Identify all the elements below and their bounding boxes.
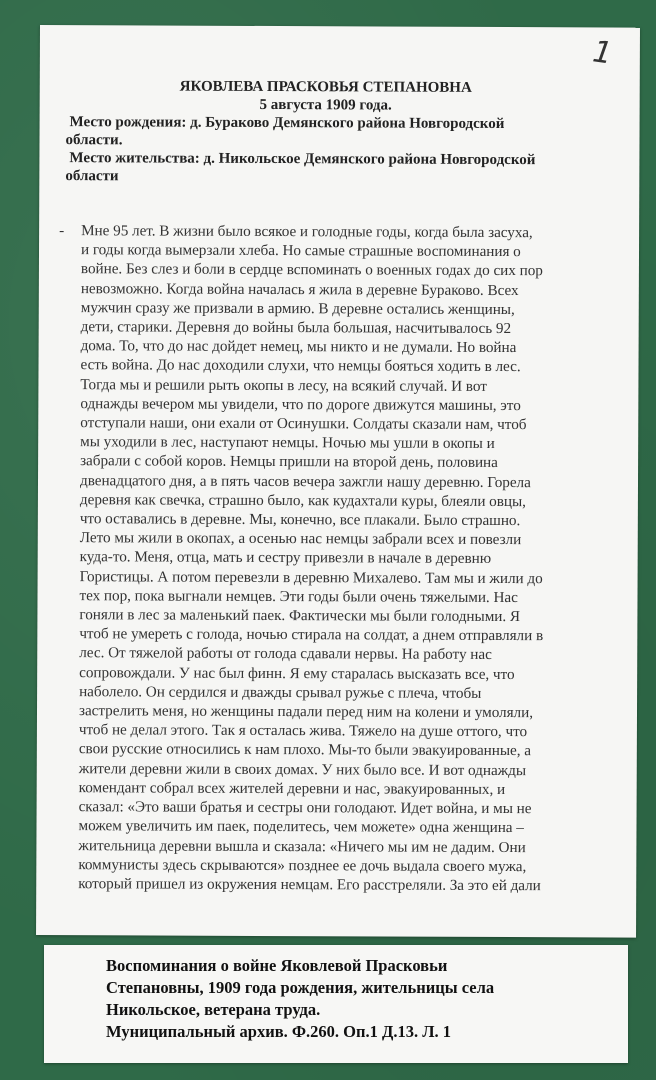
memoir-line: чтоб не делал этого. Так я осталась жива. Тяжело на душе оттого, что (78, 721, 528, 741)
caption-line-2: Степановны, 1909 года рождения, жительницы села (106, 978, 495, 997)
page-number: 1 (590, 34, 615, 72)
memoir-line: сопровождали. У нас был финн. Я ему старалась высказать все, что (79, 663, 515, 683)
memoir-line: жители деревни жили в своих домах. У них было все. И вот однажды (78, 759, 527, 779)
caption-line-3: Никольское, ветерана труда. (106, 1000, 321, 1019)
memoir-line: забрали с собой коров. Немцы пришли на второй день, половина (80, 452, 498, 472)
memoir-line: есть война. До нас доходили слухи, что немцы бояться ходить в лес. (80, 356, 521, 376)
memoir-line: невозможно. Когда война началась я жила в деревне Бураково. Всех (80, 279, 519, 299)
memoir-line: который пришел из окружения немцам. Его расстреляли. За это ей дали (78, 875, 541, 895)
memoir-line: однажды вечером мы увидели, что по дороге движутся машины, это (80, 395, 521, 414)
document-header (65, 77, 585, 187)
memoir-line: свои русские относились к нам плохо. Мы-то были эвакуированные, а (78, 740, 532, 760)
memoir-line: комендант собрал всех жителей деревни и нас, эвакуированных, и (78, 779, 506, 798)
memoir-line: Гористицы. А потом перевезли в деревню Михалево. Там мы и жили до (79, 567, 543, 587)
person-name: ЯКОВЛЕВА ПРАСКОВЬЯ СТЕПАНОВНА (179, 78, 472, 96)
birth-date: 5 августа 1909 года. (259, 96, 392, 114)
memoir-line: дома. То, что до нас дойдет немец, мы никто и не думали. Но война (80, 337, 517, 357)
memoir-line: Мне 95 лет. В жизни было всякое и голодные годы, когда была засуха, (81, 222, 533, 242)
memoir-line: застрелить меня, но женщины падали перед ним на колени и умоляли, (78, 702, 534, 722)
memoir-line: и годы когда вымерзали хлеба. Но самые страшные воспоминания о (80, 241, 521, 261)
memoir-line: Лето мы жили в окопах, а осенью нас немцы забрали всех и повезли (79, 529, 522, 549)
residence-line-1: Место жительства: д. Никольское Демянского района Новгородской (69, 150, 536, 169)
memoir-text (56, 221, 621, 896)
residence-line-2: области (65, 168, 119, 185)
memoir-line: чтоб не умереть с голода, ночью стирала на солдат, а днем отправляли в (79, 625, 544, 645)
caption-line-4: Муниципальный архив. Ф.260. Оп.1 Д.13. Л. 1 (106, 1022, 452, 1041)
memoir-line: лес. От тяжелой работы от голода сдавали нервы. На работу нас (79, 644, 492, 664)
memoir-line: мужчин сразу же призвали в армию. В деревне остались женщины, (80, 298, 515, 318)
caption-line-1: Воспоминания о войне Яковлевой Прасковьи (106, 956, 448, 975)
memoir-line: наболело. Он сердился и дважды срывал ружье с плеча, чтобы (79, 683, 482, 702)
memoir-line: сказал: «Это ваши братья и сестры они голодают. Идет война, и мы не (78, 798, 532, 818)
memoir-line: двенадцатого дня, а в пять часов вечера зажгли нашу деревню. Горела (79, 471, 531, 491)
memoir-line: войне. Без слез и боли в сердце вспоминать о военных годах до сих пор (80, 260, 543, 280)
memoir-line: можем увеличить им паек, поделитесь, чем можете» одна женщина – (78, 817, 524, 837)
birthplace-line-2: области. (65, 132, 123, 149)
list-dash: - (59, 222, 65, 240)
memoir-line: коммунисты здесь скрываются» позднее ее дочь выдала своего мужа, (78, 855, 527, 875)
document-page (36, 25, 640, 938)
memoir-line: что оставались в деревне. Мы, конечно, все плакали. Было страшно. (79, 510, 521, 530)
memoir-line: гоняли в лес за маленький паек. Фактически мы были голодными. Я (79, 606, 521, 626)
birthplace-line-1: Место рождения: д. Бураково Демянского района Новгородской (69, 114, 505, 133)
memoir-line: деревня как свечка, страшно было, как кудахтали куры, блеяли овцы, (79, 491, 526, 510)
memoir-line: жительница деревни вышла и сказала: «Ничего мы им не дадим. Они (78, 836, 526, 856)
memoir-line: куда-то. Меня, отца, мать и сестру привезли в начале в деревню (79, 548, 492, 568)
memoir-line: Тогда мы и решили рыть окопы в лесу, на всякий случай. И вот (80, 375, 487, 395)
memoir-line: дети, старики. Деревня до войны была большая, насчитывалось 92 (80, 318, 512, 338)
memoir-line: отступали наши, они ехали от Осинушки. Солдаты сказали нам, чтоб (80, 414, 527, 434)
caption-label (44, 945, 628, 1063)
memoir-line: мы уходили в лес, наступают немцы. Ночью мы ушли в окопы и (80, 433, 495, 453)
memoir-line: тех пор, пока выгнали немцев. Эти годы были очень тяжелыми. Нас (79, 587, 518, 606)
